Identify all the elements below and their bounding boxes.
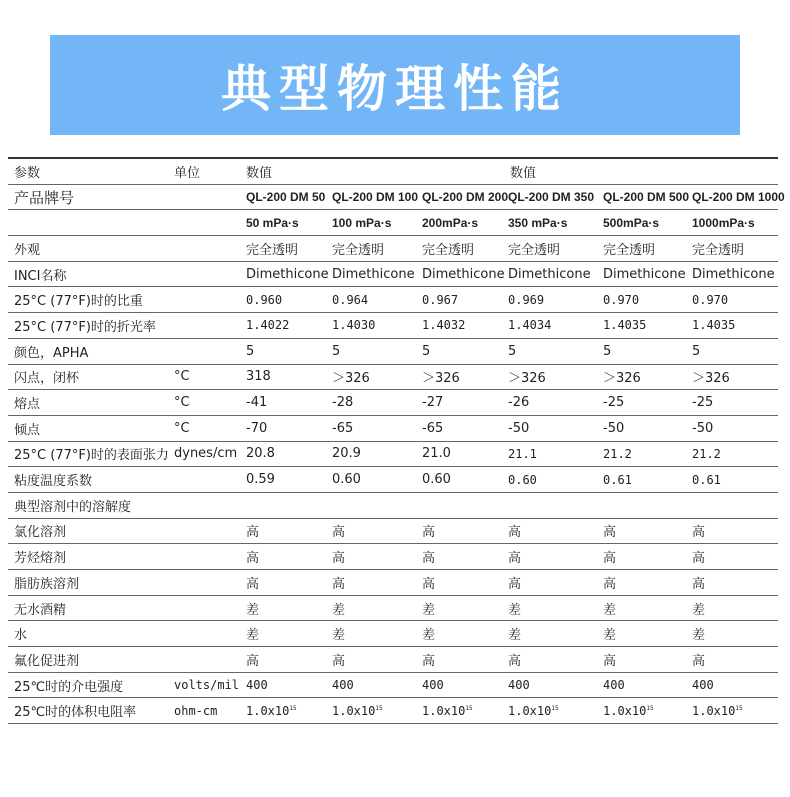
value-cell: 5: [332, 343, 341, 359]
value-cell: 1.4034: [508, 318, 552, 333]
value-cell: -70: [246, 420, 268, 436]
value-cell: 高: [603, 551, 617, 567]
value-cell: Dimethicone: [603, 266, 686, 282]
value-cell: [246, 704, 332, 718]
value-cell: 5: [246, 343, 255, 359]
header-value: 数值: [510, 165, 537, 181]
value-cell: 高: [603, 525, 617, 541]
viscosity-value: 100 mPa·s: [332, 215, 392, 230]
value-cell: Dimethicone: [246, 266, 329, 282]
table-row: [8, 236, 778, 262]
value-cell: 1.4032: [422, 318, 466, 333]
value-cell: 高: [422, 551, 436, 567]
value-cell: -26: [508, 395, 530, 411]
row-label: 氟化促进剂: [14, 653, 80, 669]
value-cell: 0.60: [508, 472, 537, 487]
row-label: 粘度温度系数: [14, 474, 93, 490]
value-cell: 0.964: [332, 292, 369, 307]
value-cell: 差: [246, 602, 260, 618]
table-row: [8, 416, 778, 442]
row-label: 25°C (77°F)时的表面张力: [14, 448, 169, 464]
value-cell: [603, 704, 692, 718]
viscosity-value: 200mPa·s: [422, 215, 479, 230]
value-cell: 差: [332, 628, 346, 644]
value-cell: -50: [508, 420, 530, 436]
product-name: QL-200 DM 50: [246, 190, 326, 205]
value-cell: [332, 704, 422, 718]
table-row: [8, 467, 778, 493]
header-row: [8, 159, 778, 185]
row-label: 无水酒精: [14, 602, 67, 618]
value-cell: 差: [508, 602, 522, 618]
value-cell: 高: [508, 576, 522, 592]
value-cell: -65: [422, 420, 444, 436]
value-cell: 高: [332, 653, 346, 669]
value-cell: -50: [603, 420, 625, 436]
header-unit: 单位: [174, 165, 201, 181]
row-label: 25℃时的体积电阻率: [14, 705, 137, 721]
resistivity-base: 1.0x10: [508, 703, 552, 718]
product-name: QL-200 DM 350: [508, 190, 595, 205]
value-cell: 高: [422, 653, 436, 669]
table-row: [8, 287, 778, 313]
value-cell: 高: [692, 653, 706, 669]
product-name: QL-200 DM 100: [332, 190, 419, 205]
value-cell: 5: [692, 343, 701, 359]
row-label: 脂肪族溶剂: [14, 576, 80, 592]
value-cell: 0.970: [692, 292, 729, 307]
value-cell: 400: [332, 678, 354, 693]
resistivity-base: 1.0x10: [246, 703, 290, 718]
table-row: [8, 365, 778, 391]
viscosity-value: 500mPa·s: [603, 215, 660, 230]
resistivity-base: 1.0x10: [603, 703, 647, 718]
value-cell: 完全透明: [508, 242, 561, 258]
row-label: 外观: [14, 242, 41, 258]
value-cell: 0.60: [332, 472, 361, 488]
viscosity-row: [8, 210, 778, 236]
value-cell: ＞326: [332, 371, 370, 387]
row-label: INCI名称: [14, 268, 67, 284]
value-cell: -41: [246, 395, 268, 411]
resistivity-exponent: 15: [646, 704, 654, 712]
value-cell: 高: [422, 576, 436, 592]
table-row: [8, 390, 778, 416]
page-title: 典型物理性能: [221, 60, 569, 118]
value-cell: 高: [332, 525, 346, 541]
value-cell: 高: [508, 525, 522, 541]
row-label: 25℃时的介电强度: [14, 679, 124, 695]
table-row: [8, 647, 778, 673]
table-row: [8, 621, 778, 647]
value-cell: 完全透明: [246, 242, 299, 258]
value-cell: 0.61: [603, 472, 632, 487]
table-row: [8, 313, 778, 339]
value-cell: 0.970: [603, 292, 640, 307]
value-cell: 差: [603, 628, 617, 644]
resistivity-base: 1.0x10: [422, 703, 466, 718]
value-cell: 400: [692, 678, 714, 693]
value-cell: Dimethicone: [508, 266, 591, 282]
value-cell: 5: [603, 343, 612, 359]
row-label: 水: [14, 628, 28, 644]
value-cell: 高: [422, 525, 436, 541]
value-cell: 20.9: [332, 446, 361, 462]
resistivity-exponent: 15: [735, 704, 743, 712]
value-cell: 1.4035: [603, 318, 647, 333]
table-row: [8, 442, 778, 468]
value-cell: 20.8: [246, 446, 275, 462]
value-cell: 差: [332, 602, 346, 618]
value-cell: 5: [422, 343, 431, 359]
resistivity-exponent: 15: [289, 704, 297, 712]
product-name: QL-200 DM 500: [603, 190, 690, 205]
value-cell: 1.4022: [246, 318, 290, 333]
row-unit: dynes/cm: [174, 446, 238, 462]
value-cell: 高: [508, 551, 522, 567]
row-unit: °C: [174, 369, 190, 385]
value-cell: 1.4030: [332, 318, 376, 333]
viscosity-value: 350 mPa·s: [508, 215, 568, 230]
value-cell: 完全透明: [422, 242, 475, 258]
row-label: 倾点: [14, 422, 41, 438]
table-row: [8, 493, 778, 519]
value-cell: 21.0: [422, 446, 451, 462]
value-cell: 0.61: [692, 472, 721, 487]
row-label: 熔点: [14, 397, 41, 413]
value-cell: 高: [332, 551, 346, 567]
value-cell: 高: [692, 525, 706, 541]
value-cell: ＞326: [692, 371, 730, 387]
product-name: QL-200 DM 200: [422, 190, 509, 205]
viscosity-value: 50 mPa·s: [246, 215, 299, 230]
product-label: 产品牌号: [14, 188, 75, 207]
value-cell: 完全透明: [692, 242, 745, 258]
value-cell: ＞326: [422, 371, 460, 387]
value-cell: 21.2: [603, 446, 632, 461]
header-param: 参数: [14, 165, 41, 181]
value-cell: ＞326: [603, 371, 641, 387]
resistivity-exponent: 15: [465, 704, 473, 712]
value-cell: 0.967: [422, 292, 459, 307]
value-cell: 高: [692, 551, 706, 567]
value-cell: 差: [246, 628, 260, 644]
value-cell: Dimethicone: [332, 266, 415, 282]
value-cell: -28: [332, 395, 354, 411]
value-cell: 高: [246, 551, 260, 567]
value-cell: 完全透明: [603, 242, 656, 258]
viscosity-value: 1000mPa·s: [692, 215, 755, 230]
value-cell: 0.960: [246, 292, 283, 307]
value-cell: 21.2: [692, 446, 721, 461]
value-cell: 高: [603, 653, 617, 669]
value-cell: 400: [508, 678, 530, 693]
resistivity-base: 1.0x10: [332, 703, 376, 718]
resistivity-exponent: 15: [551, 704, 559, 712]
value-cell: 差: [692, 628, 706, 644]
value-cell: 21.1: [508, 446, 537, 461]
table-row: [8, 673, 778, 699]
value-cell: 400: [422, 678, 444, 693]
value-cell: 高: [246, 653, 260, 669]
value-cell: ＞326: [508, 371, 546, 387]
value-cell: 高: [246, 525, 260, 541]
value-cell: 差: [422, 602, 436, 618]
value-cell: -25: [692, 395, 714, 411]
value-cell: 差: [603, 602, 617, 618]
value-cell: 0.60: [422, 472, 451, 488]
value-cell: -50: [692, 420, 714, 436]
row-label: 芳烃熔剂: [14, 551, 67, 567]
row-unit: °C: [174, 395, 190, 411]
row-label: 氯化溶剂: [14, 525, 67, 541]
value-cell: 差: [692, 602, 706, 618]
row-label: 闪点，闭杯: [14, 371, 80, 387]
value-cell: -65: [332, 420, 354, 436]
product-row: [8, 185, 785, 211]
value-cell: -27: [422, 395, 444, 411]
table-row: [8, 570, 778, 596]
table-row: [8, 596, 778, 622]
resistivity-exponent: 15: [375, 704, 383, 712]
table-row: [8, 544, 778, 570]
row-unit: °C: [174, 420, 190, 436]
header-value: 数值: [246, 165, 273, 181]
value-cell: 完全透明: [332, 242, 385, 258]
row-label: 25°C (77°F)时的折光率: [14, 319, 156, 335]
table-row: [8, 519, 778, 545]
value-cell: 1.4035: [692, 318, 736, 333]
value-cell: 高: [508, 653, 522, 669]
value-cell: 高: [603, 576, 617, 592]
table-row: [8, 339, 778, 365]
value-cell: Dimethicone: [692, 266, 775, 282]
value-cell: 400: [246, 678, 268, 693]
title-banner: [50, 35, 740, 135]
value-cell: Dimethicone: [422, 266, 505, 282]
value-cell: 高: [246, 576, 260, 592]
value-cell: 高: [332, 576, 346, 592]
value-cell: [692, 704, 772, 718]
row-label: 25°C (77°F)时的比重: [14, 294, 143, 310]
value-cell: 差: [422, 628, 436, 644]
value-cell: 0.969: [508, 292, 545, 307]
resistivity-row: [8, 698, 778, 724]
value-cell: 高: [692, 576, 706, 592]
resistivity-base: 1.0x10: [692, 703, 736, 718]
row-unit: ohm-cm: [174, 703, 218, 718]
properties-table: [8, 157, 785, 724]
row-label: 颜色，APHA: [14, 345, 89, 361]
value-cell: 差: [508, 628, 522, 644]
value-cell: 400: [603, 678, 625, 693]
table-row: [8, 262, 778, 288]
value-cell: 318: [246, 369, 271, 385]
value-cell: -25: [603, 395, 625, 411]
value-cell: [422, 704, 508, 718]
row-label: 典型溶剂中的溶解度: [14, 499, 132, 515]
row-unit: volts/mil: [174, 678, 240, 693]
value-cell: 5: [508, 343, 517, 359]
value-cell: 0.59: [246, 472, 275, 488]
value-cell: [508, 704, 603, 718]
product-name: QL-200 DM 1000: [692, 190, 785, 205]
